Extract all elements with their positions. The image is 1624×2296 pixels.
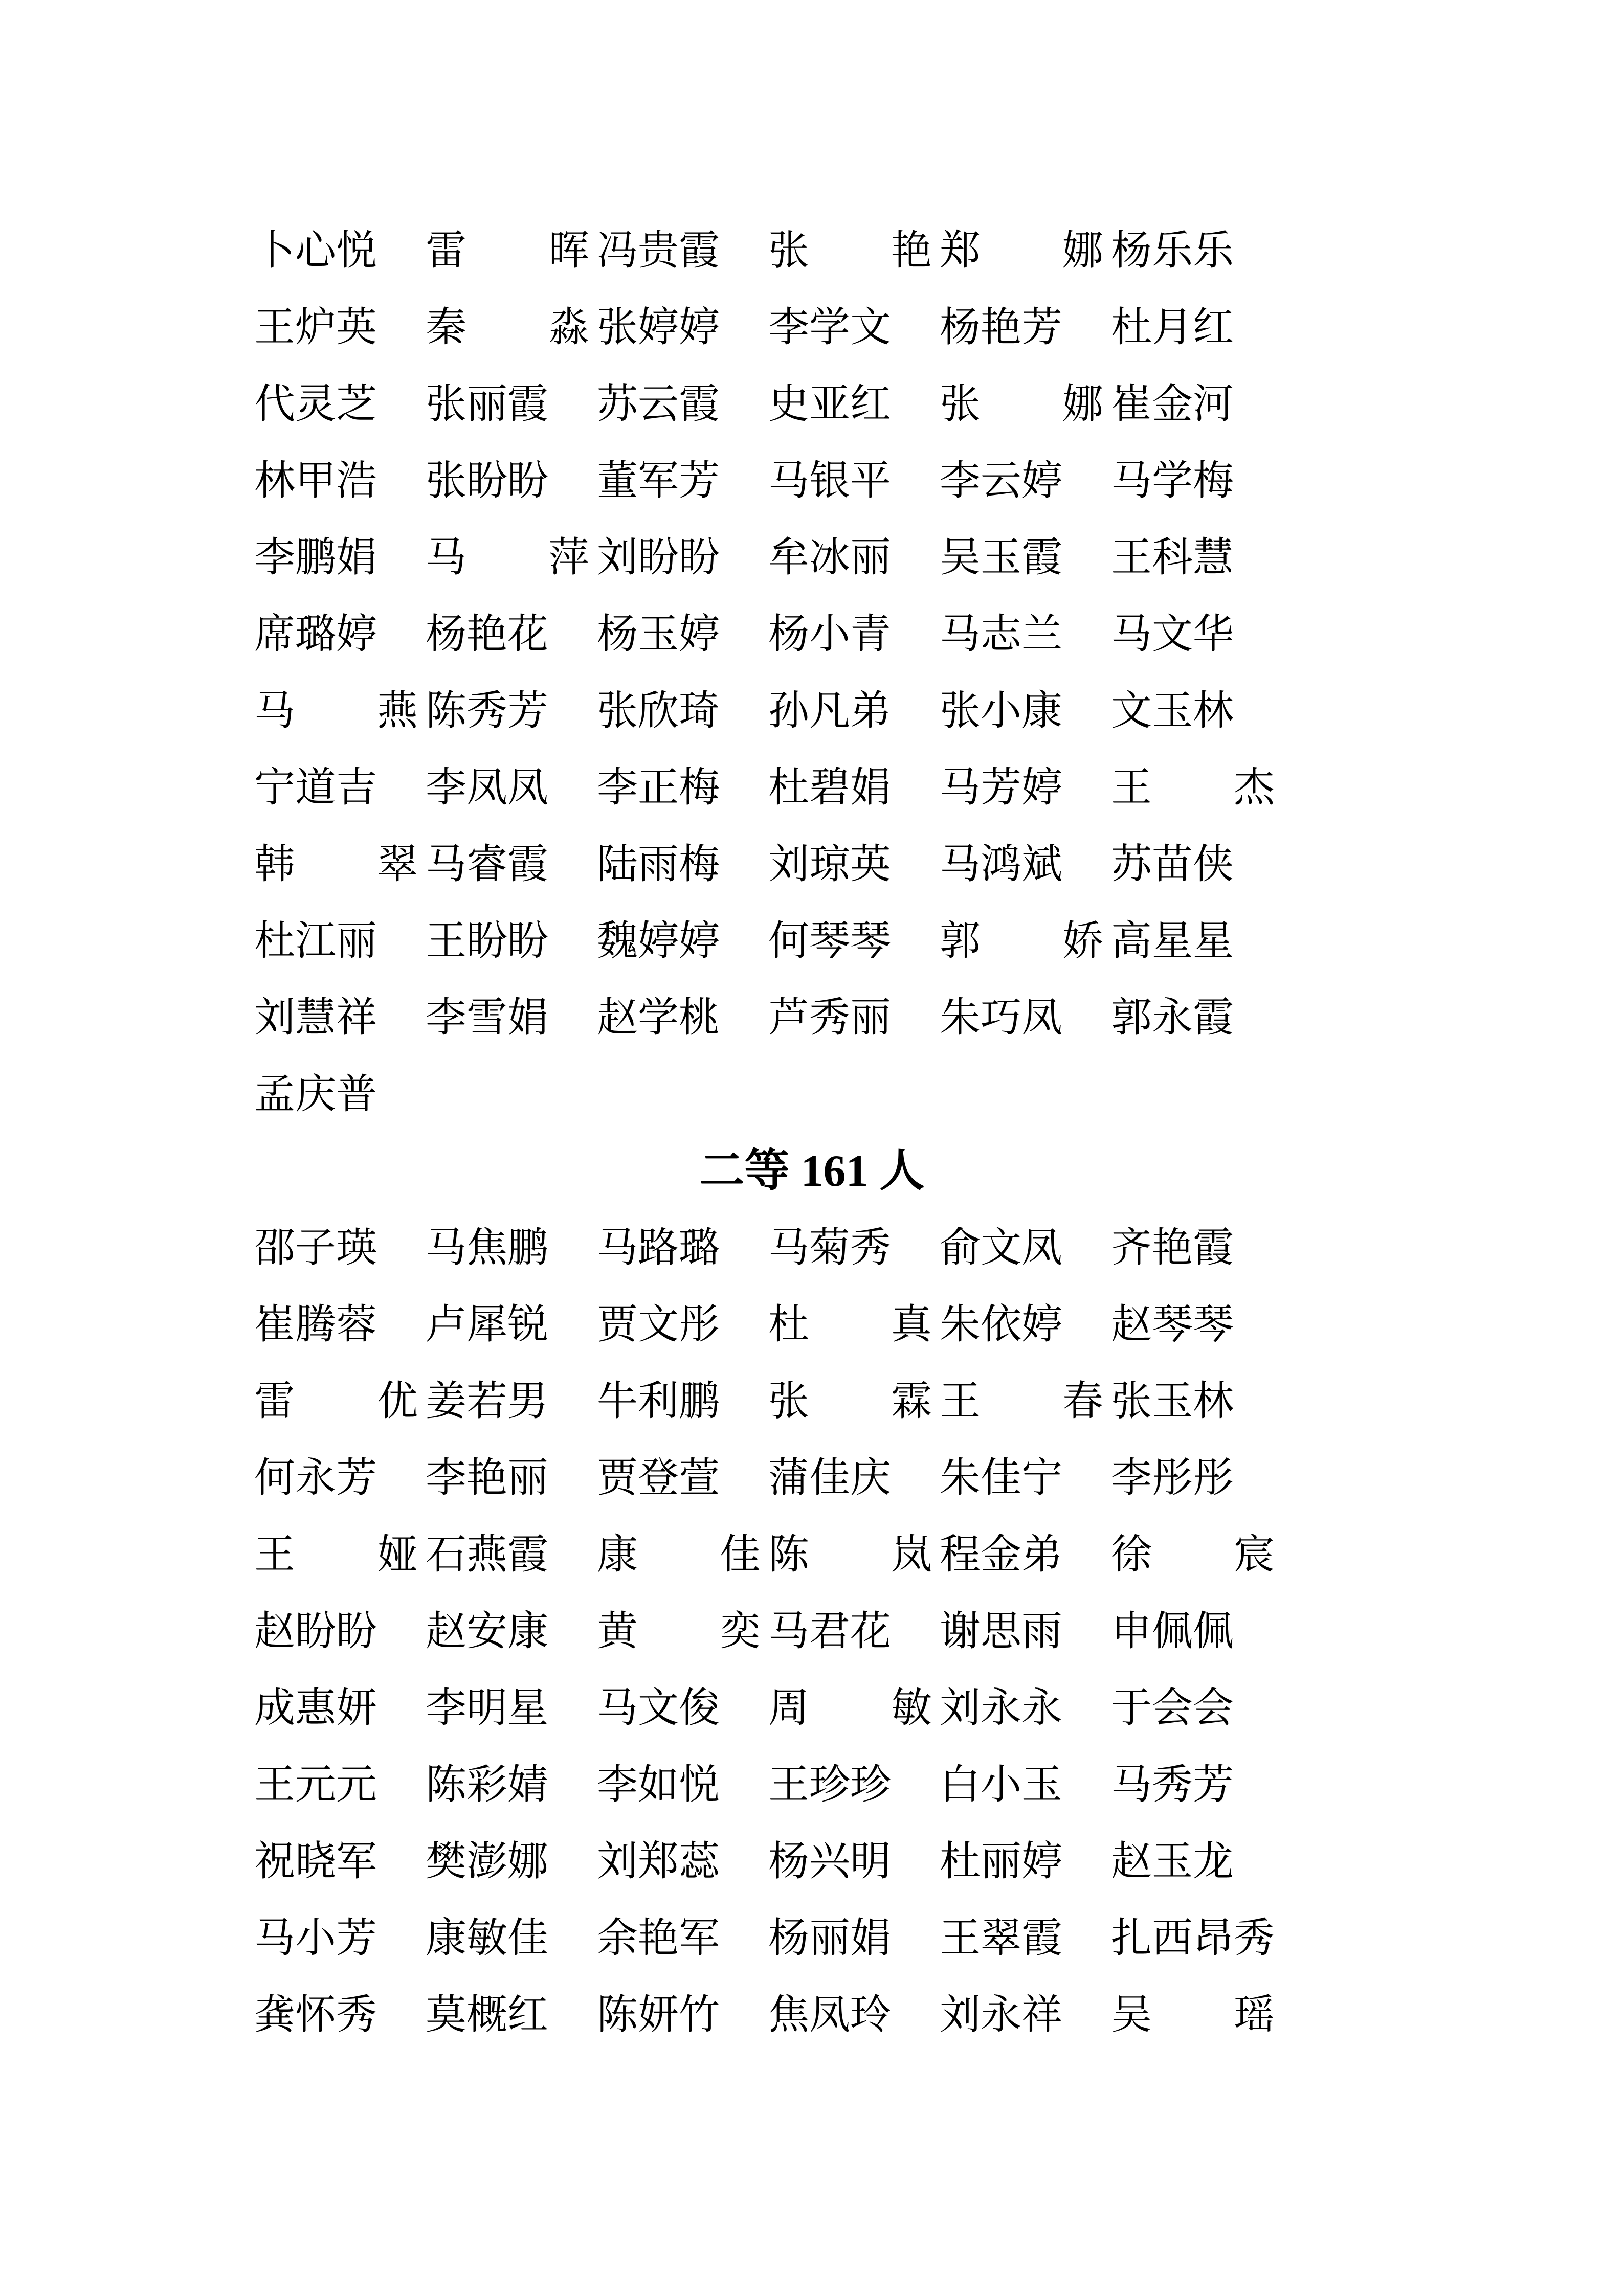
name-row [254, 443, 1282, 520]
name-row [254, 1824, 1282, 1900]
name-cell: 马秀芳 [1111, 1763, 1234, 1808]
name-character: 王 [254, 1533, 295, 1578]
name-cell: 李鹏娟 [254, 535, 377, 580]
name-cell: 李雪娟 [426, 996, 548, 1041]
name-row [254, 1747, 1282, 1824]
name-cell: 孙凡弟 [768, 689, 891, 734]
name-cell: 李如悦 [597, 1763, 720, 1808]
name-cell: 苏苗侠 [1111, 842, 1234, 887]
name-character: 淼 [548, 305, 589, 350]
name-character: 张 [940, 382, 981, 427]
name-cell: 杜月红 [1111, 305, 1234, 350]
name-character: 杜 [768, 1302, 809, 1347]
name-cell: 扎西昂秀 [1111, 1916, 1275, 1961]
name-cell: 王翠霞 [940, 1916, 1062, 1961]
name-character: 宸 [1234, 1533, 1275, 1578]
name-cell: 马君花 [768, 1609, 891, 1654]
name-row [254, 520, 1282, 596]
name-cell: 马芳婷 [940, 766, 1062, 811]
name-cell: 张盼盼 [426, 459, 548, 504]
name-cell [940, 1363, 1103, 1440]
name-cell: 马文俊 [597, 1686, 720, 1731]
name-character: 佳 [720, 1533, 761, 1578]
name-cell: 陆雨梅 [597, 842, 720, 887]
name-row [254, 1670, 1282, 1747]
name-cell: 牛利鹏 [597, 1379, 720, 1424]
name-character: 岚 [891, 1533, 932, 1578]
name-cell: 杨乐乐 [1111, 229, 1234, 274]
name-cell: 于会会 [1111, 1686, 1234, 1731]
name-row [254, 673, 1282, 750]
name-character: 娜 [1062, 229, 1103, 274]
name-row [254, 366, 1282, 443]
name-cell: 马志兰 [940, 612, 1062, 657]
name-cell: 魏婷婷 [597, 919, 720, 964]
name-character: 艳 [891, 229, 932, 274]
name-cell: 李明星 [426, 1686, 548, 1731]
name-character: 娅 [377, 1533, 418, 1578]
name-cell [768, 1517, 932, 1593]
name-character: 王 [1111, 766, 1152, 811]
name-cell: 成惠妍 [254, 1686, 377, 1731]
second-grade-heading: 二等 161 人 [699, 1146, 925, 1196]
name-character: 娜 [1062, 382, 1103, 427]
name-character: 瑶 [1234, 1993, 1275, 2038]
name-cell [1111, 750, 1275, 826]
name-cell: 龚怀秀 [254, 1993, 377, 2038]
name-character: 韩 [254, 842, 295, 887]
name-cell: 杨玉婷 [597, 612, 720, 657]
name-cell: 刘永祥 [940, 1993, 1062, 2038]
name-cell [426, 289, 589, 366]
name-row [254, 750, 1282, 826]
name-row [254, 1210, 1282, 1287]
name-cell: 张婷婷 [597, 305, 720, 350]
name-character: 康 [597, 1533, 638, 1578]
name-cell [940, 903, 1103, 980]
name-row [254, 826, 1282, 903]
name-row [254, 903, 1282, 980]
name-cell: 姜若男 [426, 1379, 548, 1424]
name-cell: 王元元 [254, 1763, 377, 1808]
name-cell: 孟庆普 [254, 1072, 377, 1117]
name-cell: 杜碧娟 [768, 766, 891, 811]
name-row [254, 213, 1282, 289]
name-character: 晖 [548, 229, 589, 274]
name-cell: 张欣琦 [597, 689, 720, 734]
name-cell: 史亚红 [768, 382, 891, 427]
name-cell: 程金弟 [940, 1533, 1062, 1578]
name-cell: 马银平 [768, 459, 891, 504]
name-cell: 崔金河 [1111, 382, 1234, 427]
name-cell: 赵玉龙 [1111, 1839, 1234, 1884]
name-cell [254, 826, 418, 903]
name-cell: 赵琴琴 [1111, 1302, 1234, 1347]
name-character: 张 [768, 229, 809, 274]
name-cell: 李云婷 [940, 459, 1062, 504]
name-cell: 李凤凤 [426, 766, 548, 811]
name-cell: 马睿霞 [426, 842, 548, 887]
name-cell: 杨艳花 [426, 612, 548, 657]
name-cell [768, 1287, 932, 1363]
name-cell: 卜心悦 [254, 229, 377, 274]
name-cell [597, 1593, 761, 1670]
name-character: 雷 [254, 1379, 295, 1424]
name-cell: 赵安康 [426, 1609, 548, 1654]
name-cell: 马小芳 [254, 1916, 377, 1961]
name-cell: 刘琼英 [768, 842, 891, 887]
name-cell: 贾文彤 [597, 1302, 720, 1347]
name-cell: 刘慧祥 [254, 996, 377, 1041]
name-cell: 李彤彤 [1111, 1456, 1234, 1501]
name-cell: 苏云霞 [597, 382, 720, 427]
name-cell: 杜丽婷 [940, 1839, 1062, 1884]
name-cell: 申佩佩 [1111, 1609, 1234, 1654]
name-character: 燕 [377, 689, 418, 734]
name-cell: 马学梅 [1111, 459, 1234, 504]
name-cell: 康敏佳 [426, 1916, 548, 1961]
name-cell [254, 673, 418, 750]
name-cell: 贾登萱 [597, 1456, 720, 1501]
name-cell: 齐艳霞 [1111, 1226, 1234, 1271]
name-character: 优 [377, 1379, 418, 1424]
name-cell: 俞文凤 [940, 1226, 1062, 1271]
name-cell [940, 366, 1103, 443]
name-cell [254, 1517, 418, 1593]
name-character: 敏 [891, 1686, 932, 1731]
name-cell: 郭永霞 [1111, 996, 1234, 1041]
name-character: 郑 [940, 229, 981, 274]
name-cell: 杨兴明 [768, 1839, 891, 1884]
name-character: 马 [254, 689, 295, 734]
name-cell [597, 1517, 761, 1593]
name-cell [426, 520, 589, 596]
name-cell: 马焦鹏 [426, 1226, 548, 1271]
name-cell: 王科慧 [1111, 535, 1234, 580]
name-cell: 宁道吉 [254, 766, 377, 811]
name-cell: 马鸿斌 [940, 842, 1062, 887]
name-character: 吴 [1111, 1993, 1152, 2038]
name-cell: 祝晓军 [254, 1839, 377, 1884]
name-row [254, 1440, 1282, 1517]
name-cell: 马文华 [1111, 612, 1234, 657]
name-cell: 赵学桃 [597, 996, 720, 1041]
name-row [254, 1517, 1282, 1593]
name-cell: 何永芳 [254, 1456, 377, 1501]
name-cell: 文玉林 [1111, 689, 1234, 734]
name-cell: 莫概红 [426, 1993, 548, 2038]
name-cell: 卢犀锐 [426, 1302, 548, 1347]
name-cell: 高星星 [1111, 919, 1234, 964]
name-cell: 席璐婷 [254, 612, 377, 657]
name-cell [768, 1670, 932, 1747]
name-cell: 吴玉霞 [940, 535, 1062, 580]
name-cell: 石燕霞 [426, 1533, 548, 1578]
name-character: 真 [891, 1302, 932, 1347]
name-row [254, 1900, 1282, 1977]
name-cell: 马菊秀 [768, 1226, 891, 1271]
name-character: 奕 [720, 1609, 761, 1654]
name-cell: 余艳军 [597, 1916, 720, 1961]
name-cell [1111, 1517, 1275, 1593]
name-cell: 冯贵霞 [597, 229, 720, 274]
name-character: 马 [426, 535, 466, 580]
name-row [254, 1977, 1282, 2054]
name-cell: 牟冰丽 [768, 535, 891, 580]
name-cell: 蒲佳庆 [768, 1456, 891, 1501]
name-cell: 李学文 [768, 305, 891, 350]
name-row [254, 596, 1282, 673]
name-cell: 谢思雨 [940, 1609, 1062, 1654]
name-cell [254, 1363, 418, 1440]
name-cell: 王盼盼 [426, 919, 548, 964]
name-cell [426, 213, 589, 289]
name-cell: 焦凤玲 [768, 1993, 891, 2038]
name-character: 郭 [940, 919, 981, 964]
name-character: 黄 [597, 1609, 638, 1654]
name-cell: 刘永永 [940, 1686, 1062, 1731]
name-cell: 李艳丽 [426, 1456, 548, 1501]
name-cell: 马路璐 [597, 1226, 720, 1271]
name-cell: 朱依婷 [940, 1302, 1062, 1347]
name-cell: 王珍珍 [768, 1763, 891, 1808]
name-cell: 朱巧凤 [940, 996, 1062, 1041]
first-grade-name-list [254, 213, 1282, 1133]
name-cell: 刘郑蕊 [597, 1839, 720, 1884]
name-cell: 林甲浩 [254, 459, 377, 504]
name-cell: 杨小青 [768, 612, 891, 657]
name-row [254, 289, 1282, 366]
name-cell: 李正梅 [597, 766, 720, 811]
name-cell [940, 213, 1103, 289]
name-character: 周 [768, 1686, 809, 1731]
name-cell: 白小玉 [940, 1763, 1062, 1808]
second-grade-name-list [254, 1210, 1282, 2054]
name-row [254, 1363, 1282, 1440]
name-row [254, 1287, 1282, 1363]
name-cell: 张玉林 [1111, 1379, 1234, 1424]
name-character: 雷 [426, 229, 466, 274]
name-row [254, 1593, 1282, 1670]
name-cell: 陈彩婧 [426, 1763, 548, 1808]
name-cell: 陈秀芳 [426, 689, 548, 734]
name-cell: 樊澎娜 [426, 1839, 548, 1884]
name-row [254, 1056, 1282, 1133]
name-character: 王 [940, 1379, 981, 1424]
name-cell: 张小康 [940, 689, 1062, 734]
name-character: 徐 [1111, 1533, 1152, 1578]
name-row [254, 980, 1282, 1056]
name-character: 杰 [1234, 766, 1275, 811]
name-cell: 代灵芝 [254, 382, 377, 427]
name-cell: 王炉英 [254, 305, 377, 350]
name-cell: 陈妍竹 [597, 1993, 720, 2038]
name-character: 翠 [377, 842, 418, 887]
name-character: 秦 [426, 305, 466, 350]
name-character: 萍 [548, 535, 589, 580]
name-character: 娇 [1062, 919, 1103, 964]
name-cell: 杨艳芳 [940, 305, 1062, 350]
name-cell: 崔腾蓉 [254, 1302, 377, 1347]
name-cell [768, 1363, 932, 1440]
name-cell [768, 213, 932, 289]
name-cell: 董军芳 [597, 459, 720, 504]
name-character: 陈 [768, 1533, 809, 1578]
name-cell: 朱佳宁 [940, 1456, 1062, 1501]
name-cell: 杜江丽 [254, 919, 377, 964]
name-character: 张 [768, 1379, 809, 1424]
name-character: 春 [1062, 1379, 1103, 1424]
name-cell: 杨丽娟 [768, 1916, 891, 1961]
name-character: 霖 [891, 1379, 932, 1424]
name-cell: 芦秀丽 [768, 996, 891, 1041]
name-cell: 邵子瑛 [254, 1226, 377, 1271]
name-cell: 张丽霞 [426, 382, 548, 427]
name-cell: 赵盼盼 [254, 1609, 377, 1654]
name-cell: 刘盼盼 [597, 535, 720, 580]
name-cell: 何琴琴 [768, 919, 891, 964]
name-cell [1111, 1977, 1275, 2054]
